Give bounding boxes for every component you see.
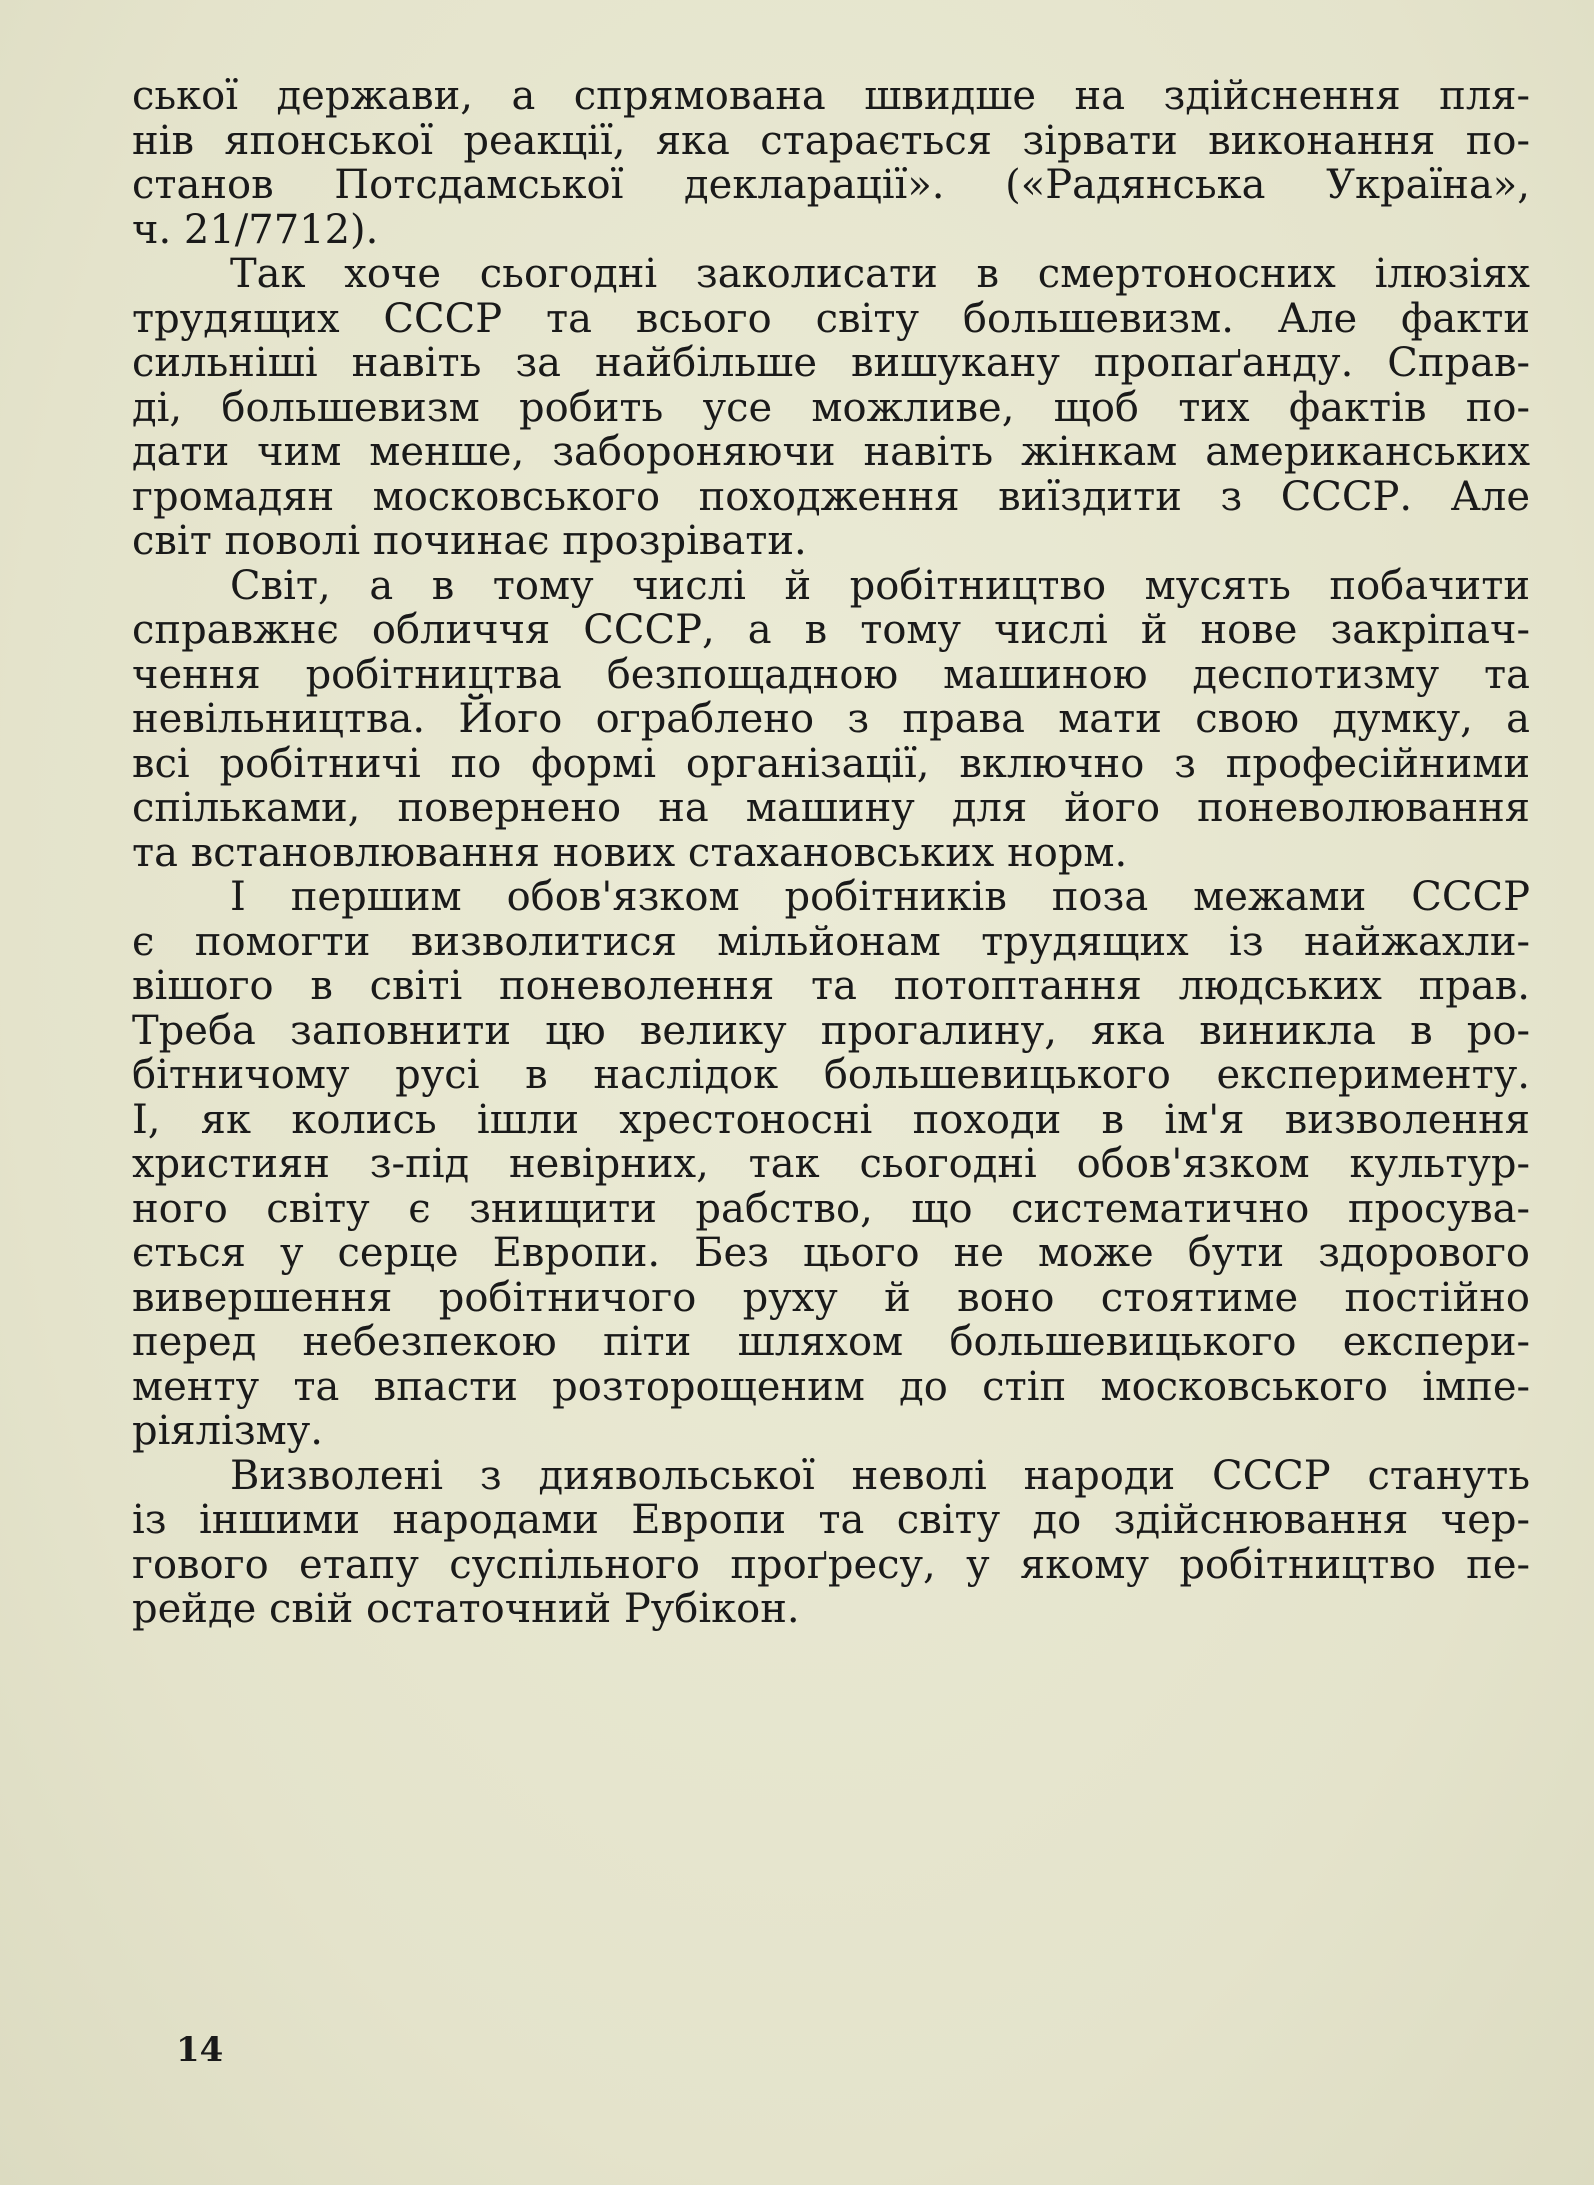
text-line: ді, большевизм робить усе можливе, щоб тих фактів по- [132,384,1530,431]
text-line: сильніші навіть за найбільше вишукану пропаґанду. Справ- [132,340,1530,386]
text-line: І першим обов'язком робітників поза межами СССР [230,874,1530,920]
text-line: із іншими народами Европи та світу до здійснювання чер- [132,1497,1530,1543]
text-line: вішого в світі поневолення та потоптання людських прав. [132,963,1530,1009]
text-line: справжнє обличчя СССР, а в тому числі й нове закріпач- [132,607,1530,653]
text-line: ного світу є знищити рабство, що систематично просува- [132,1185,1530,1232]
text-line: І, як колись ішли хрестоносні походи в ім'я визволення [132,1096,1530,1143]
text-line: та встановлювання нових стахановських норм. [132,829,1128,876]
text-line: вивершення робітничого руху й воно стоятиме постійно [132,1274,1530,1321]
paragraph [132,564,1530,876]
text-line: нів японської реакції, яка старається зірвати виконання по- [132,117,1530,164]
text-line: Визволені з диявольської неволі народи СССР стануть [230,1452,1530,1499]
body-text [132,74,1530,1632]
text-line: перед небезпекою піти шляхом большевицького експери- [132,1319,1530,1365]
text-line: ч. 21/7712). [132,206,379,253]
text-line: ської держави, а спрямована швидше на здійснення пля- [132,73,1530,119]
text-line: християн з-під невірних, так сьогодні обов'язком культур- [132,1141,1530,1187]
text-line: дати чим менше, забороняючи навіть жінкам американських [132,429,1530,475]
text-line: бітничому русі в наслідок большевицького експерименту. [132,1052,1530,1098]
text-line: Так хоче сьогодні заколисати в смертоносних ілюзіях [230,251,1530,297]
text-line: Світ, а в тому числі й робітництво мусять побачити [230,562,1530,609]
text-line: ється у серце Европи. Без цього не може бути здорового [132,1230,1530,1276]
text-line: трудящих СССР та всього світу большевизм. Але факти [132,295,1530,342]
text-line: рейде свій остаточний Рубікон. [132,1586,800,1632]
paragraph [132,74,1530,252]
text-line: невільництва. Його ограблено з права мати свою думку, а [132,696,1530,742]
text-line: громадян московського походження виїздити з СССР. Але [132,473,1530,520]
text-line: Треба заповнити цю велику прогалину, яка виникла в ро- [132,1007,1530,1054]
page-number: 14 [176,2030,224,2070]
text-line: чення робітництва безпощадною машиною деспотизму та [132,651,1530,698]
paragraph [132,1454,1530,1632]
text-line: всі робітничі по формі організації, включно з професійними [132,740,1530,787]
paragraph [132,252,1530,564]
text-line: є помогти визволитися мільйонам трудящих із найжахли- [132,918,1530,965]
text-line: світ поволі починає прозрівати. [132,518,807,564]
paragraph [132,875,1530,1454]
text-line: гового етапу суспільного проґресу, у якому робітництво пе- [132,1541,1530,1588]
text-line: ріялізму. [132,1408,324,1454]
text-line: спільками, повернено на машину для його поневолювання [132,785,1530,831]
text-line: станов Потсдамської декларації». («Радянська Україна», [132,162,1530,208]
text-line: менту та впасти розторощеним до стіп московського імпе- [132,1363,1530,1410]
